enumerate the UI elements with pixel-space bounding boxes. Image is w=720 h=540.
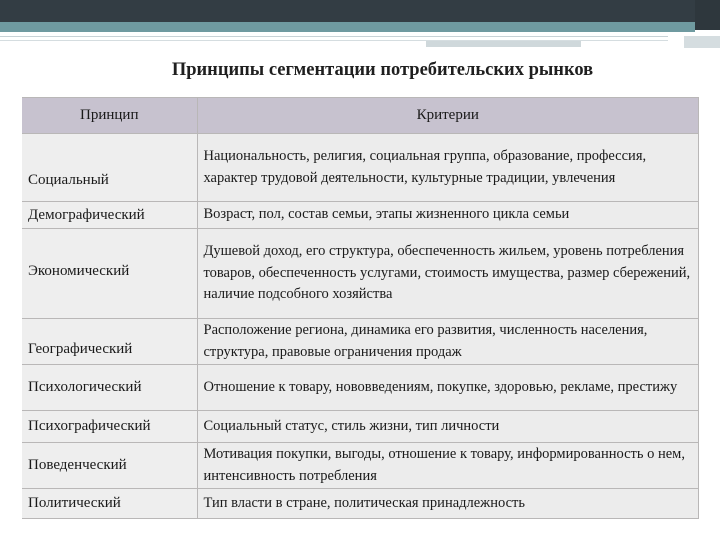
criteria-cell: Тип власти в стране, политическая принадлежность [197, 489, 699, 519]
criteria-cell: Национальность, религия, социальная группа, образование, профессия, характер трудовой деятельности, культурные традиции, увлечения [197, 134, 699, 202]
principle-cell: Психографический [22, 411, 197, 443]
table-row [22, 411, 699, 443]
table-row [22, 365, 699, 411]
slide-title: Принципы сегментации потребительских рынков [171, 60, 594, 80]
principle-cell: Демографический [22, 202, 197, 229]
principle-cell: Географический [22, 319, 197, 365]
criteria-cell: Возраст, пол, состав семьи, этапы жизненного цикла семьи [197, 202, 699, 229]
accent-bar [426, 41, 581, 47]
table-row [22, 202, 699, 229]
table-row [22, 443, 699, 489]
table-row [22, 229, 699, 319]
principle-cell: Психологический [22, 365, 197, 411]
table-row [22, 134, 699, 202]
principle-cell: Экономический [22, 229, 197, 319]
principle-cell: Политический [22, 489, 197, 519]
table-header-row [22, 98, 699, 134]
principle-cell: Социальный [22, 134, 197, 202]
criteria-cell: Расположение региона, динамика его развития, численность населения, структура, правовые ограничения продаж [197, 319, 699, 365]
top-band-teal [0, 22, 695, 32]
criteria-cell: Душевой доход, его структура, обеспеченность жильем, уровень потребления товаров, обеспеченность услугами, стоимость имущества, размер сбережений, наличие подсобного хозяйства [197, 229, 699, 319]
divider-line [0, 36, 668, 37]
top-band-corner [695, 0, 720, 30]
segmentation-table [22, 97, 699, 519]
criteria-cell: Отношение к товару, нововведениям, покупке, здоровью, рекламе, престижу [197, 365, 699, 411]
header-principle: Принцип [22, 98, 197, 134]
table-row [22, 489, 699, 519]
header-criteria: Критерии [197, 98, 699, 134]
principle-cell: Поведенческий [22, 443, 197, 489]
top-band-dark [0, 0, 720, 22]
table-row [22, 319, 699, 365]
accent-stub [684, 36, 720, 48]
criteria-cell: Социальный статус, стиль жизни, тип личности [197, 411, 699, 443]
criteria-cell: Мотивация покупки, выгоды, отношение к товару, информированность о нем, интенсивность потребления [197, 443, 699, 489]
